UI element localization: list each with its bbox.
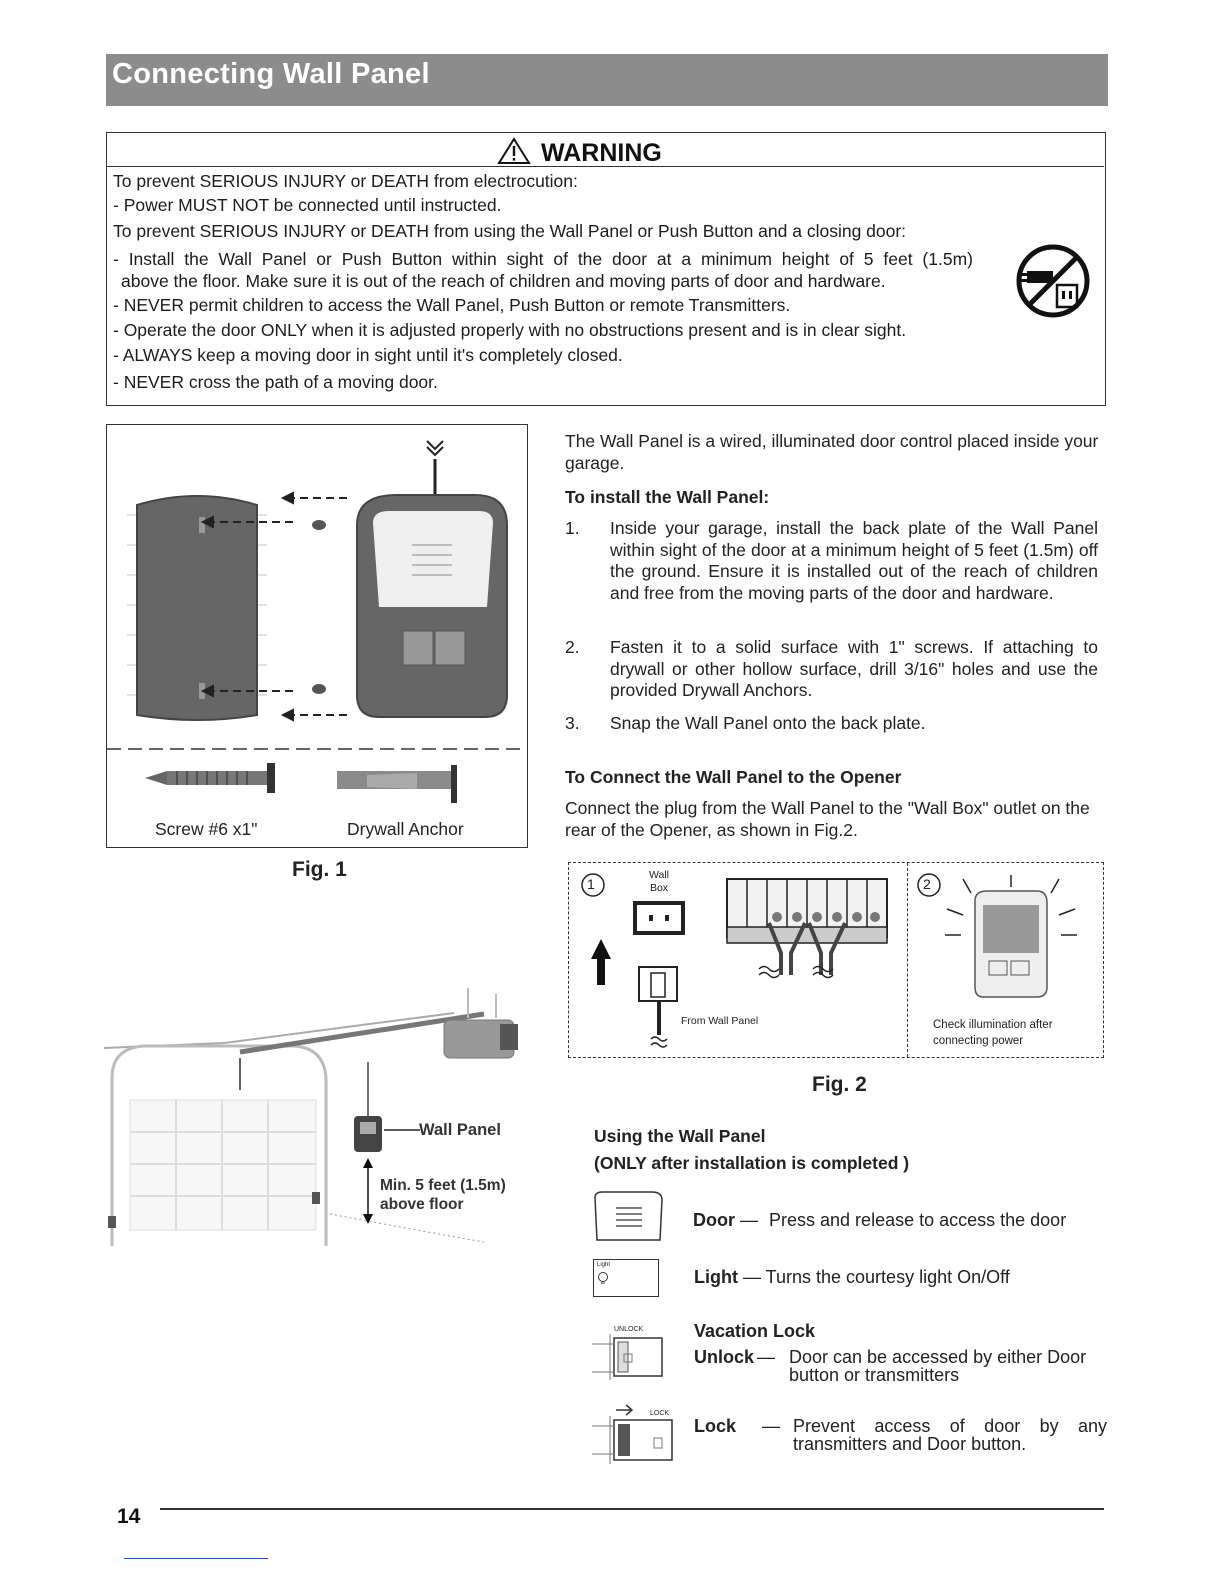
connect-heading: To Connect the Wall Panel to the Opener	[565, 767, 902, 787]
warning-header	[107, 133, 1104, 167]
warning-line: - Operate the door ONLY when it is adjusted properly with no obstructions present and is in clear sight.	[113, 320, 907, 340]
warning-line: - Power MUST NOT be connected until instructed.	[113, 195, 502, 215]
fig2-caption: Fig. 2	[812, 1073, 867, 1096]
wall-panel-mounting-illustration	[107, 425, 527, 845]
footer-rule	[160, 1508, 1104, 1510]
connect-text: Connect the plug from the Wall Panel to the "Wall Box" outlet on the rear of the Opener, as shown in Fig.2.	[565, 798, 1090, 840]
using-subheading: (ONLY after installation is completed )	[594, 1153, 910, 1173]
wall-panel-callout: Wall Panel	[419, 1121, 501, 1139]
step-number: 3.	[565, 713, 580, 733]
step-number: 2.	[565, 637, 580, 657]
warning-line: - Install the Wall Panel or Push Button within sight of the door at a minimum height of 5 feet (1.5m)	[113, 249, 973, 269]
lock-icon-text: LOCK	[650, 1410, 670, 1417]
step-text: Inside your garage, install the back plate of the Wall Panel within sight of the door at a minimum height of 5 feet (1.5m) off the ground. Ensure it is installed out of the reach of children and free from the moving parts of the door and hardware.	[610, 518, 1098, 603]
warning-line: - NEVER cross the path of a moving door.	[113, 372, 438, 392]
step-text: Snap the Wall Panel onto the back plate.	[610, 713, 926, 733]
callout-number-1: 1	[587, 876, 595, 892]
lock-switch-icon	[592, 1400, 676, 1470]
lock-control-name: Lock	[694, 1416, 737, 1436]
step-text: Fasten it to a solid surface with 1" screws. If attaching to drywall or other hollow surface, drill 3/16" holes and use the provided Drywall Anchors.	[610, 637, 1098, 700]
unlock-control-desc: Door can be accessed by either Door button or transmitters	[789, 1347, 1087, 1385]
warning-line: To prevent SERIOUS INJURY or DEATH from using the Wall Panel or Push Button and a closing door:	[113, 221, 907, 241]
door-control-description	[693, 1210, 1066, 1231]
min-height-callout-line1: Min. 5 feet (1.5m)	[380, 1177, 506, 1194]
light-button-icon	[593, 1259, 659, 1297]
warning-line: above the floor. Make sure it is out of the reach of children and moving parts of door and hardware.	[121, 271, 886, 291]
warning-title: WARNING	[541, 139, 662, 167]
warning-line: - ALWAYS keep a moving door in sight until it's completely closed.	[113, 345, 623, 365]
light-control-desc: Turns the courtesy light On/Off	[765, 1267, 1010, 1287]
connecting-power-label: connecting power	[933, 1035, 1024, 1047]
no-electrical-plug-icon	[1013, 241, 1093, 321]
screw-label: Screw #6 x1"	[155, 819, 258, 839]
using-heading: Using the Wall Panel	[594, 1126, 766, 1146]
vacation-lock-heading: Vacation Lock	[694, 1321, 816, 1341]
light-icon-text: Light	[597, 1262, 611, 1268]
unlock-control-name: Unlock	[694, 1347, 755, 1367]
install-heading: To install the Wall Panel:	[565, 487, 770, 507]
light-control-dash: —	[737, 1267, 766, 1287]
lock-control-desc: Prevent access of door by any transmitters and Door button.	[793, 1416, 1107, 1454]
footer-blue-rule	[124, 1558, 268, 1559]
unlock-control-dash: —	[757, 1347, 775, 1367]
drywall-anchor-label: Drywall Anchor	[347, 819, 464, 839]
door-control-name: Door	[693, 1210, 735, 1230]
step-number: 1.	[565, 518, 580, 538]
fig1-panel	[106, 424, 528, 848]
page-title: Connecting Wall Panel	[112, 58, 430, 90]
lightbulb-icon	[597, 1271, 609, 1287]
door-button-icon	[592, 1190, 668, 1246]
unlock-switch-icon	[592, 1320, 672, 1386]
page-number: 14	[117, 1505, 141, 1528]
lock-control-dash: —	[762, 1416, 780, 1436]
fig2-panel	[568, 862, 1104, 1058]
light-control-name: Light	[694, 1267, 738, 1287]
door-control-dash: —	[735, 1210, 764, 1230]
callout-number-2: 2	[923, 876, 931, 892]
door-control-desc: Press and release to access the door	[769, 1210, 1067, 1230]
intro-text: The Wall Panel is a wired, illuminated door control placed inside your garage.	[565, 431, 1099, 473]
wall-box-label: Wall Box	[648, 869, 670, 894]
unlock-icon-text: UNLOCK	[614, 1326, 644, 1333]
from-wall-panel-label: From Wall Panel	[681, 1015, 759, 1027]
warning-line: To prevent SERIOUS INJURY or DEATH from electrocution:	[113, 171, 578, 191]
fig1-caption: Fig. 1	[292, 858, 347, 881]
warning-box	[106, 132, 1106, 406]
min-height-callout-line2: above floor	[380, 1196, 464, 1213]
warning-triangle-icon	[497, 137, 531, 165]
warning-line: - NEVER permit children to access the Wall Panel, Push Button or remote Transmitters.	[113, 295, 791, 315]
light-control-description	[694, 1267, 1010, 1288]
check-illumination-label: Check illumination after	[933, 1019, 1053, 1031]
